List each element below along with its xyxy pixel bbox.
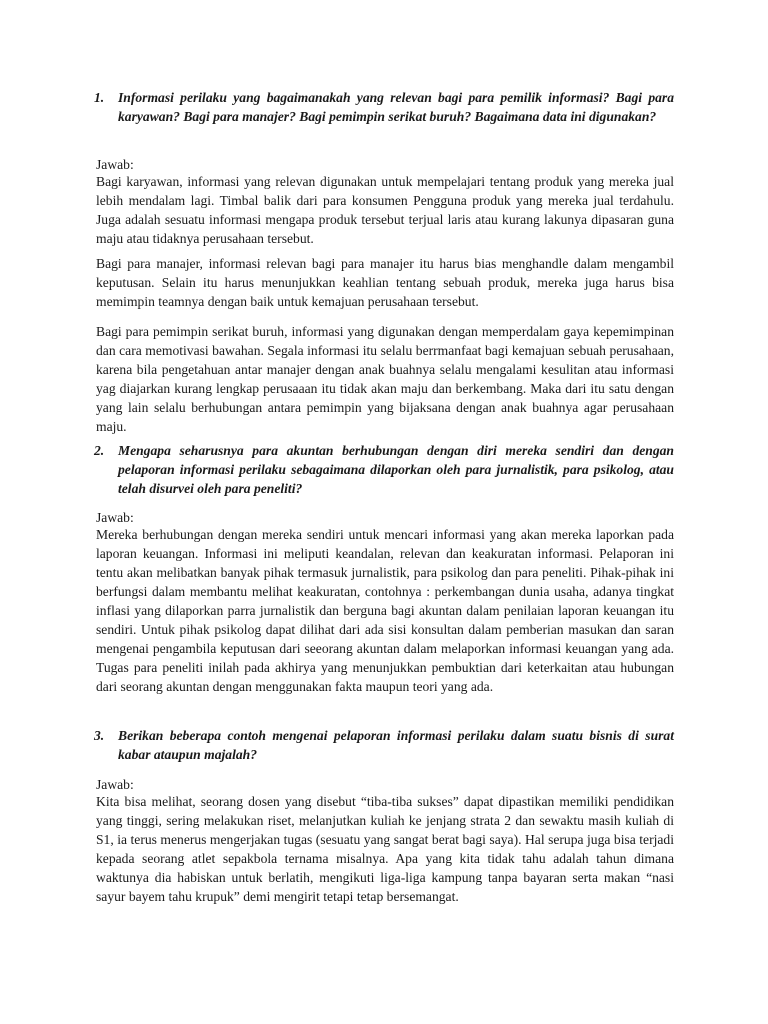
- question-text: Informasi perilaku yang bagaimanakah yang relevan bagi para pemilik informasi? Bagi para karyawan? Bagi para manajer? Bagi pemimpin serikat buruh? Bagaimana data ini digunakan?: [118, 90, 674, 124]
- question-number: 3.: [94, 728, 105, 743]
- question-1: [96, 88, 674, 126]
- question-number: 2.: [94, 443, 105, 458]
- answer-label: Jawab:: [96, 157, 134, 172]
- question-2: [96, 441, 674, 498]
- question-number: 1.: [94, 90, 105, 105]
- question-text: Berikan beberapa contoh mengenai pelaporan informasi perilaku dalam suatu bisnis di surat kabar ataupun majalah?: [118, 728, 674, 762]
- answer-label: Jawab:: [96, 510, 134, 525]
- answer-paragraph: Bagi para manajer, informasi relevan bagi para manajer itu harus bias menghandle dalam mengambil keputusan. Selain itu harus menunjukkan keahlian tentang sebuah produk, mereka juga harus bisa memimpin teamnya dengan baik untuk kemajuan perusahaan tersebut.: [96, 256, 674, 309]
- question-text: Mengapa seharusnya para akuntan berhubungan dengan diri mereka sendiri dan dengan pelaporan informasi perilaku sebagaimana dilaporkan oleh para jurnalistik, para psikolog, atau telah disurvei oleh para peneliti?: [118, 443, 674, 496]
- question-3: [96, 726, 674, 764]
- answer-paragraph: Bagi para pemimpin serikat buruh, informasi yang digunakan dengan memperdalam gaya kepemimpinan dan cara memotivasi bawahan. Segala informasi itu selalu berrmanfaat bagi kemajuan sebuah perusahaan, karena bila pengetahuan antar manajer dengan anak buahnya selalu mengalami kesulitan atau informasi yag diajarkan kurang lengkap perusaaan itu tidak akan maju dan berkembang. Maka dari itu satu dengan yang lain selalu berhubungan antara pemimpin yang bijaksana dengan anak buahnya agar perusahaan maju.: [96, 324, 674, 434]
- answer-paragraph: Bagi karyawan, informasi yang relevan digunakan untuk mempelajari tentang produk yang mereka jual lebih mendalam lagi. Timbal balik dari para konsumen Pengguna produk yang mereka jual terdahulu. Juga adalah sesuatu informasi mengapa produk tersebut terjual laris atau kurang lakunya dipasaran guna maju atau tidaknya perusahaan tersebut.: [96, 174, 674, 246]
- answer-paragraph: Mereka berhubungan dengan mereka sendiri untuk mencari informasi yang akan mereka laporkan pada laporan keuangan. Informasi ini meliputi keandalan, relevan dan keakuratan informasi. Pelaporan ini tentu akan melibatkan banyak pihak termasuk jurnalistik, para psikolog dan para peneliti. Pihak-pihak ini berfungsi dalam membantu melihat keakuratan, contohnya : perkembangan dunia usaha, adanya tingkat inflasi yang dilaporkan parra jurnalistik dan berguna bagi akuntan dalam penilaian laporan keuangan itu sendiri. Untuk pihak psikolog dapat dilihat dari ada sisi konsultan dalam pemberian masukan dan saran mengenai pengambila keputusan dari seeorang akuntan dalam melaporkan informasi keuangan yang ada. Tugas para peneliti inilah pada akhirya yang menunjukkan pembuktian dari keterkaitan atau hubungan dari seorang akuntan dengan menggunakan fakta maupun teori yang ada.: [96, 527, 674, 694]
- answer-paragraph: Kita bisa melihat, seorang dosen yang disebut “tiba-tiba sukses” dapat dipastikan memiliki pendidikan yang tinggi, sering melakukan riset, melanjutkan kuliah ke jenjang strata 2 dan sewaktu masih kuliah di S1, ia terus menerus mengerjakan tugas (sesuatu yang sangat berat bagi saya). Hal serupa juga bisa terjadi kepada seorang atlet sepakbola ternama misalnya. Apa yang kita tidak tahu adalah tahun dimana waktunya dia habiskan untuk berlatih, mengikuti liga-liga kampung tanpa bayaran serta makan “nasi sayur bayem tahu krupuk” demi mengirit tetapi tetap bersemangat.: [96, 794, 674, 904]
- answer-label: Jawab:: [96, 777, 134, 792]
